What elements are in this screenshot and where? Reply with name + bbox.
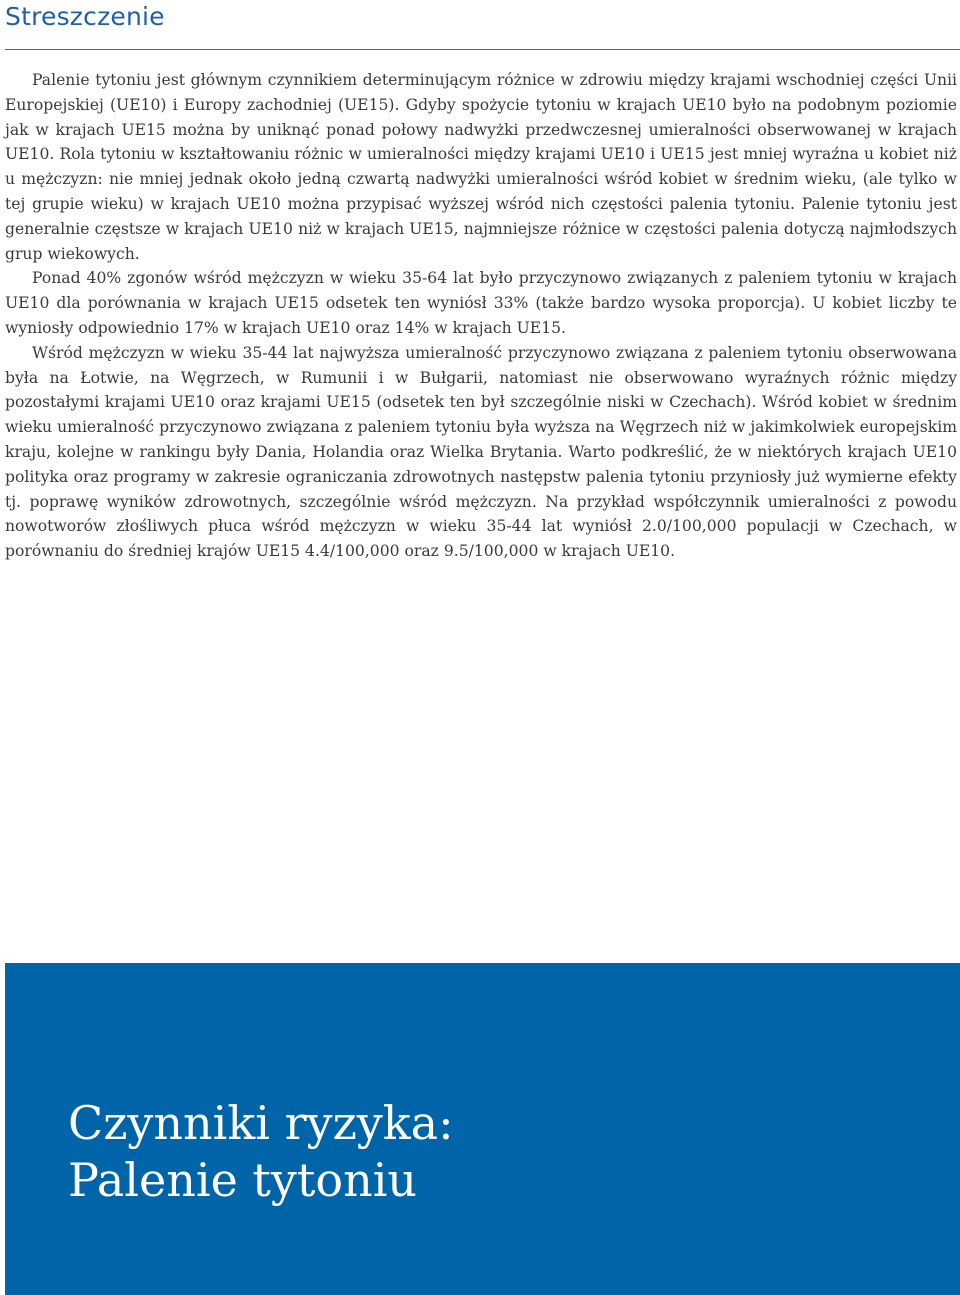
paragraph-1: Palenie tytoniu jest głównym czynnikiem determinującym różnice w zdrowiu między krajami wschodniej części Unii Europejskiej (UE10) i Europy zachodniej (UE15). Gdyby spożycie tytoniu w krajach UE10 było na podobnym poziomie jak w krajach UE15 można by uniknąć ponad połowy nadwyżki przedwczesnej umieralności obserwowanej w krajach UE10. Rola tytoniu w kształtowaniu różnic w umieralności między krajami UE10 i UE15 jest mniej wyraźna u kobiet niż u mężczyzn: nie mniej jednak około jedną czwartą nadwyżki umieralności wśród kobiet w średnim wieku, (ale tylko w tej grupie wieku) w krajach UE10 można przypisać wyższej wśród nich częstości palenia tytoniu. Palenie tytoniu jest generalnie częstsze w krajach UE10 niż w krajach UE15, najmniejsze różnice w częstości palenia dotyczą najmłodszych grup wiekowych. bbox=[5, 71, 957, 263]
summary-text bbox=[5, 68, 957, 564]
title-divider bbox=[5, 49, 960, 50]
page-title: Streszczenie bbox=[5, 2, 165, 31]
chapter-title-line-1: Czynniki ryzyka: bbox=[68, 1096, 454, 1150]
chapter-banner bbox=[5, 963, 960, 1295]
chapter-title bbox=[68, 1095, 454, 1209]
chapter-title-line-2: Palenie tytoniu bbox=[68, 1153, 418, 1207]
paragraph-3: Wśród mężczyzn w wieku 35-44 lat najwyższa umieralność przyczynowo związana z paleniem tytoniu obserwowana była na Łotwie, na Węgrzech, w Rumunii i w Bułgarii, natomiast nie obserwowano wyraźnych różnic między pozostałymi krajami UE10 oraz krajami UE15 (odsetek ten był szczególnie niski w Czechach). Wśród kobiet w średnim wieku umieralność przyczynowo związana z paleniem tytoniu była wyższa na Węgrzech niż w jakimkolwiek europejskim kraju, kolejne w rankingu były Dania, Holandia oraz Wielka Brytania. Warto podkreślić, że w niektórych krajach UE10 polityka oraz programy w zakresie ograniczania zdrowotnych następstw palenia tytoniu przyniosły już wymierne efekty tj. poprawę wyników zdrowotnych, szczególnie wśród mężczyzn. Na przykład współczynnik umieralności z powodu nowotworów złośliwych płuca wśród mężczyzn w wieku 35-44 lat wyniósł 2.0/100,000 populacji w Czechach, w porównaniu do średniej krajów UE15 4.4/100,000 oraz 9.5/100,000 w krajach UE10. bbox=[5, 343, 957, 561]
paragraph-2: Ponad 40% zgonów wśród mężczyzn w wieku 35-64 lat było przyczynowo związanych z paleniem tytoniu w krajach UE10 dla porównania w krajach UE15 odsetek ten wyniósł 33% (także bardzo wysoka proporcja). U kobiet liczby te wyniosły odpowiednio 17% w krajach UE10 oraz 14% w krajach UE15. bbox=[5, 269, 957, 337]
